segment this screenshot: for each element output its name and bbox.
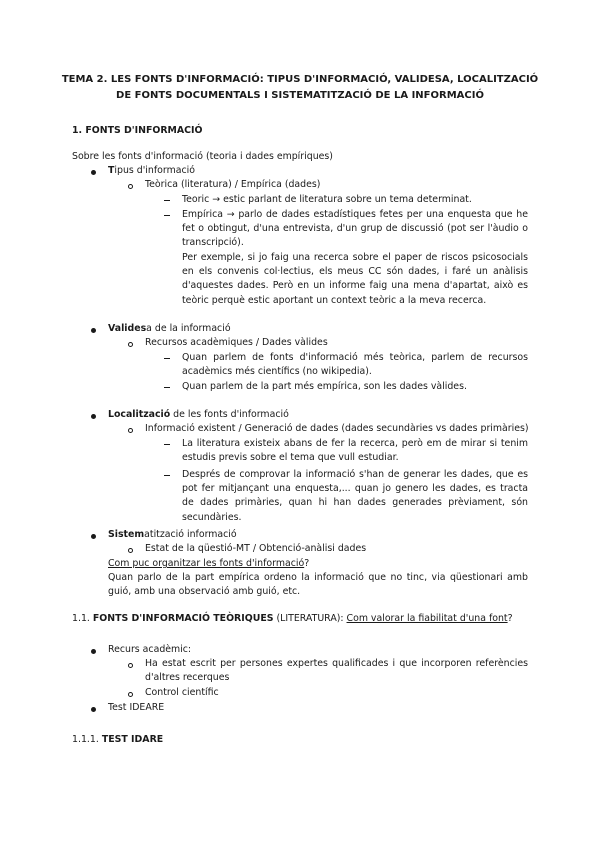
paragraph-empirica: Quan parlo de la part empírica ordeno la informació que no tinc, via qüestionari amb guió, amb una observació amb guió, etc.: [108, 572, 528, 598]
bullet-icon: [91, 414, 96, 419]
label-fragment: a de la informació: [146, 323, 231, 334]
section-heading-1-1: [72, 612, 513, 626]
detail-literatura: La literatura existeix abans de fer la recerca, però em de mirar si tenim estudis previs sobre el tema que vull estudiar.: [182, 438, 528, 464]
detail-exemple: Per exemple, si jo faig una recerca sobre el paper de riscos psicosocials en els convenis col·lectius, els meus CC són dades, i faré un anàlisis d'aquestes dades. Però en un informe faig una mena d'apartat, això es teòric perquè estic aportant un context teòric a la meva recerca.: [182, 252, 528, 306]
heading-paren: (LITERATURA): [273, 613, 341, 624]
question-mark: ?: [304, 558, 310, 569]
detail-empirica: Empírica → parlo de dades estadístiques fetes per una enquesta que he fet o obtingut, d'una entrevista, d'un grup de discussió (pot ser l'àudio o transcripció).: [182, 209, 528, 249]
dash-icon: [164, 444, 170, 445]
circle-bullet-icon: [128, 342, 133, 347]
dash-icon: [164, 387, 170, 388]
label-fragment: ipus d'informació: [114, 165, 195, 176]
sub-item-localitzacio: Informació existent / Generació de dades (dades secundàries vs dades primàries): [145, 423, 529, 434]
list-item-tipus: [108, 164, 195, 178]
heading-colon: :: [340, 613, 347, 624]
detail-teorica: Quan parlem de fonts d'informació més teòrica, parlem de recursos acadèmics més científics (no wikipedia).: [182, 352, 528, 378]
bullet-icon: [91, 534, 96, 539]
detail-despres: Després de comprovar la informació s'han de generar les dades, que es pot fer mitjançant una enquesta,... quan jo genero les dades, es tracta de dades primàries, quan hi han dades generades prèviament, són secundàries.: [182, 469, 528, 523]
dash-icon: [164, 475, 170, 476]
list-item-localitzacio: [108, 408, 289, 422]
dash-icon: [164, 215, 170, 216]
circle-bullet-icon: [128, 428, 133, 433]
sub-item-escrit: Ha estat escrit per persones expertes qualificades i que incorporen referències d'altres recerques: [145, 658, 528, 684]
bold-fragment: Sistem: [108, 529, 145, 540]
bullet-icon: [91, 170, 96, 175]
question-line: [108, 557, 309, 571]
sub-item-control: Control científic: [145, 687, 219, 698]
link-organitzar[interactable]: Com puc organitzar les fonts d'informació: [108, 558, 305, 569]
heading-bold: TEST IDARE: [101, 734, 164, 745]
section-number: 1.1.1.: [72, 734, 102, 745]
label-fragment: de les fonts d'informació: [170, 409, 289, 420]
circle-bullet-icon: [128, 184, 133, 189]
bold-fragment: Valides: [108, 323, 147, 334]
section-heading-1: 1. FONTS D'INFORMACIÓ: [72, 125, 203, 136]
intro-text: Sobre les fonts d'informació (teoria i dades empíriques): [72, 151, 333, 162]
circle-bullet-icon: [128, 663, 133, 668]
section-heading-1-1-1: [72, 733, 163, 747]
document-title: TEMA 2. LES FONTS D'INFORMACIÓ: TIPUS D'INFORMACIÓ, VALIDESA, LOCALITZACIÓ DE FONTS DOCUMENTALS I SISTEMATITZACIÓ DE LA INFORMACIÓ: [61, 74, 539, 101]
heading-bold: FONTS D'INFORMACIÓ TEÒRIQUES: [92, 613, 274, 624]
bold-fragment: Localització: [108, 409, 171, 420]
detail-teoric: Teoric → estic parlant de literatura sobre un tema determinat.: [182, 194, 472, 205]
label-fragment: atització informació: [144, 529, 237, 540]
sub-item-sistematitzacio: Estat de la qüestió-MT / Obtenció-anàlisi dades: [145, 543, 367, 554]
circle-bullet-icon: [128, 692, 133, 697]
list-item-test: Test IDEARE: [108, 702, 165, 713]
bullet-icon: [91, 649, 96, 654]
list-item-validesa: [108, 322, 231, 336]
sub-item-validesa: Recursos acadèmiques / Dades vàlides: [145, 337, 328, 348]
dash-icon: [164, 358, 170, 359]
detail-empirica-valides: Quan parlem de la part més empírica, son les dades vàlides.: [182, 381, 467, 392]
circle-bullet-icon: [128, 548, 133, 553]
sub-item-tipus: Teòrica (literatura) / Empírica (dades): [145, 179, 321, 190]
link-fiabilitat[interactable]: Com valorar la fiabilitat d'una font: [346, 613, 508, 624]
list-item-recurs: Recurs acadèmic:: [108, 644, 192, 655]
bullet-icon: [91, 328, 96, 333]
bullet-icon: [91, 707, 96, 712]
bold-fragment: T: [108, 165, 115, 176]
section-number: 1.1.: [72, 613, 93, 624]
list-item-sistematitzacio: [108, 528, 237, 542]
dash-icon: [164, 200, 170, 201]
question-mark: ?: [507, 613, 513, 624]
